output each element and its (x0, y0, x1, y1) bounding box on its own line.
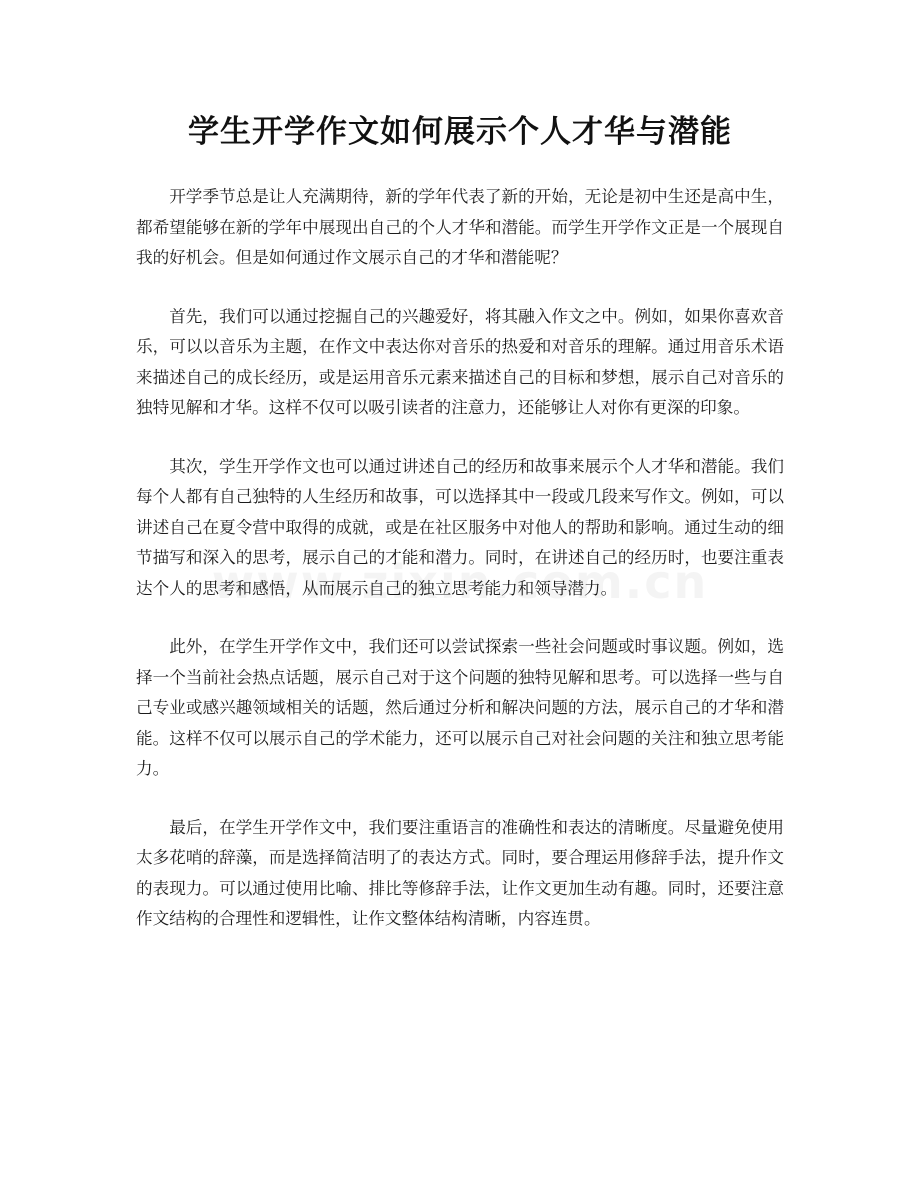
paragraph-intro: 开学季节总是让人充满期待，新的学年代表了新的开始，无论是初中生还是高中生，都希望能够在新的学年中展现出自己的个人才华和潜能。而学生开学作文正是一个展现自我的好机会。但是如何通过作文展示自己的才华和潜能呢？ (136, 187, 784, 267)
document-body (136, 182, 784, 963)
document-title: 学生开学作文如何展示个人才华与潜能 (188, 114, 732, 150)
paragraph-first: 首先，我们可以通过挖掘自己的兴趣爱好，将其融入作文之中。例如，如果你喜欢音乐，可以以音乐为主题，在作文中表达你对音乐的热爱和对音乐的理解。通过用音乐术语来描述自己的成长经历，或是运用音乐元素来描述自己的目标和梦想，展示自己对音乐的独特见解和才华。这样不仅可以吸引读者的注意力，还能够让人对你有更深的印象。 (136, 306, 784, 417)
paragraph-last: 最后，在学生开学作文中，我们要注重语言的准确性和表达的清晰度。尽量避免使用太多花哨的辞藻，而是选择简洁明了的表达方式。同时，要合理运用修辞手法，提升作文的表现力。可以通过使用比喻、排比等修辞手法，让作文更加生动有趣。同时，还要注意作文结构的合理性和逻辑性，让作文整体结构清晰，内容连贯。 (136, 817, 784, 928)
paragraph-third: 此外，在学生开学作文中，我们还可以尝试探索一些社会问题或时事议题。例如，选择一个当前社会热点话题，展示自己对于这个问题的独特见解和思考。可以选择一些与自己专业或感兴趣领域相关的话题，然后通过分析和解决问题的方法，展示自己的才华和潜能。这样不仅可以展示自己的学术能力，还可以展示自己对社会问题的关注和独立思考能力。 (136, 637, 784, 778)
paragraph-second: 其次，学生开学作文也可以通过讲述自己的经历和故事来展示个人才华和潜能。我们每个人都有自己独特的人生经历和故事，可以选择其中一段或几段来写作文。例如，可以讲述自己在夏令营中取得的成就，或是在社区服务中对他人的帮助和影响。通过生动的细节描写和深入的思考，展示自己的才能和潜力。同时，在讲述自己的经历时，也要注重表达个人的思考和感悟，从而展示自己的独立思考能力和领导潜力。 (136, 456, 784, 598)
